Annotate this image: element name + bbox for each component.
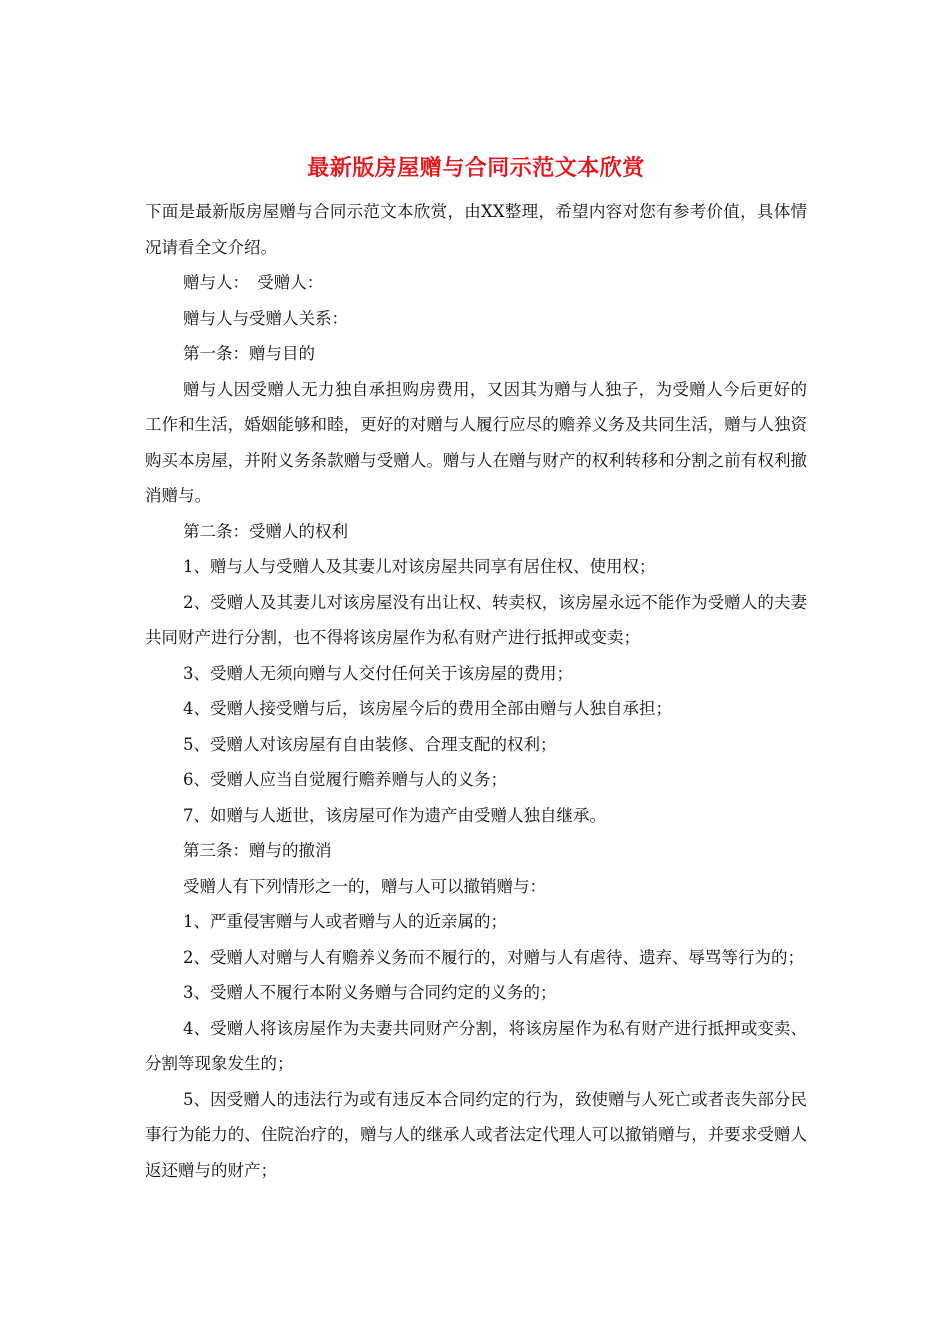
body-paragraph: 4、受赠人将该房屋作为夫妻共同财产分割，将该房屋作为私有财产进行抵押或变卖、分割等现象发生的； [145, 1018, 807, 1073]
document-body [145, 194, 807, 1188]
body-paragraph: 第二条：受赠人的权利 [183, 521, 348, 541]
document-title: 最新版房屋赠与合同示范文本欣赏 [307, 155, 645, 181]
body-paragraph: 赠与人： 受赠人： [183, 273, 324, 292]
body-paragraph: 第一条：赠与目的 [183, 344, 315, 363]
body-paragraph: 6、受赠人应当自觉履行赡养赠与人的义务； [183, 770, 507, 789]
body-paragraph: 赠与人与受赠人关系： [183, 308, 348, 328]
body-paragraph: 3、受赠人不履行本附义务赠与合同约定的义务的； [183, 983, 557, 1002]
body-paragraph: 第三条：赠与的撤消 [183, 841, 332, 860]
body-paragraph: 1、严重侵害赠与人或者赠与人的近亲属的； [183, 912, 507, 931]
body-paragraph: 1、赠与人与受赠人及其妻儿对该房屋共同享有居住权、使用权； [183, 557, 656, 576]
body-paragraph: 3、受赠人无须向赠与人交付任何关于该房屋的费用； [183, 663, 573, 683]
body-paragraph: 7、如赠与人逝世，该房屋可作为遗产由受赠人独自继承。 [183, 805, 606, 825]
body-paragraph: 受赠人有下列情形之一的，赠与人可以撤销赠与： [183, 876, 546, 896]
body-paragraph: 赠与人因受赠人无力独自承担购房费用，又因其为赠与人独子，为受赠人今后更好的工作和生活，婚姻能够和睦，更好的对赠与人履行应尽的赡养义务及共同生活，赠与人独资购买本房屋，并附义务条款赠与受赠人。赠与人在赠与财产的权利转移和分割之前有权利撤消赠与。 [145, 379, 807, 505]
body-paragraph: 5、因受赠人的违法行为或有违反本合同约定的行为，致使赠与人死亡或者丧失部分民事行为能力的、住院治疗的，赠与人的继承人或者法定代理人可以撤销赠与，并要求受赠人返还赠与的财产； [145, 1089, 807, 1180]
body-paragraph: 2、受赠人及其妻儿对该房屋没有出让权、转卖权，该房屋永远不能作为受赠人的夫妻共同财产进行分割，也不得将该房屋作为私有财产进行抵押或变卖； [145, 592, 807, 647]
document-page [145, 148, 807, 1188]
body-paragraph: 5、受赠人对该房屋有自由装修、合理支配的权利； [183, 734, 557, 754]
body-paragraph: 2、受赠人对赠与人有赡养义务而不履行的，对赠与人有虐待、遗弃、辱骂等行为的； [183, 947, 804, 967]
body-paragraph: 下面是最新版房屋赠与合同示范文本欣赏，由XX整理，希望内容对您有参考价值，具体情况请看全文介绍。 [145, 202, 807, 257]
body-paragraph: 4、受赠人接受赠与后，该房屋今后的费用全部由赠与人独自承担； [183, 699, 672, 718]
